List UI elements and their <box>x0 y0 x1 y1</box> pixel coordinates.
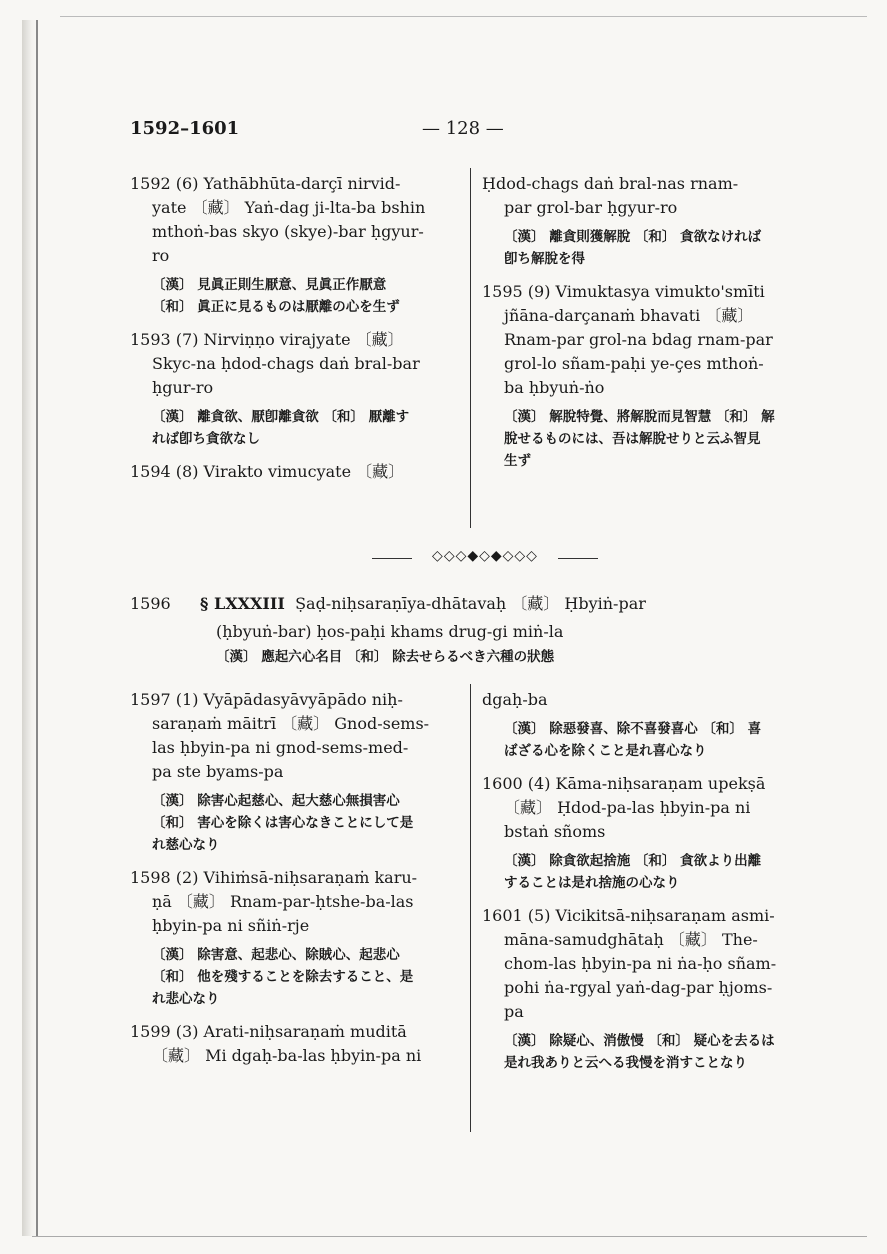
section-label: § LXXXIII <box>200 594 285 613</box>
entry-line: 1595 (9) Vimuktasya vimukto'smīti <box>482 282 765 301</box>
gloss-line: 〔漢〕 除害意、起悲心、除賊心、起悲心 <box>152 947 400 963</box>
right-column-top <box>482 172 812 482</box>
gloss-line: 〔漢〕 離貪則獲解脫 〔和〕 貪欲なければ <box>504 229 762 245</box>
section-ornament <box>410 548 560 564</box>
entry-line: saraṇaṁ māitrī 〔藏〕 Gnod-sems- <box>152 714 430 733</box>
gloss-line: 〔漢〕 解脫特覺、將解脫而見智慧 〔和〕 解 <box>504 409 775 425</box>
ornament-line-right <box>558 558 598 559</box>
entry-line: 1598 (2) Vihiṁsā-niḥsaraṇaṁ karu- <box>130 868 418 887</box>
dictionary-entry <box>482 772 812 894</box>
gloss-line: 卽ち解脫を得 <box>504 251 585 267</box>
column-divider-top <box>470 168 471 528</box>
page-number: — 128 — <box>422 118 504 139</box>
entry-gloss <box>130 406 460 450</box>
entry-line: 1597 (1) Vyāpādasyāvyāpādo niḥ- <box>130 690 403 709</box>
entry-gloss <box>130 944 460 1010</box>
dictionary-entry <box>482 688 812 762</box>
section-heading <box>130 590 830 668</box>
entry-line: yate 〔藏〕 Yaṅ-dag ji-lta-ba bshin <box>152 198 426 217</box>
section-title-line1: Ṣaḍ-niḥsaraṇīya-dhātavaḥ 〔藏〕 Ḥbyiṅ-par <box>295 594 646 613</box>
dictionary-entry <box>482 172 812 270</box>
section-title-line2: (ḥbyuṅ-bar) ḥos-paḥi khams drug-gi miṅ-la <box>216 622 564 641</box>
dictionary-entry <box>130 460 460 484</box>
column-divider-bottom <box>470 684 471 1132</box>
gloss-line: 脫せるものには、吾は解脫せりと云ふ智見 <box>504 431 761 447</box>
entry-line: 〔藏〕 Ḥdod-pa-las ḥbyin-pa ni <box>504 798 751 817</box>
dictionary-entry <box>130 172 460 318</box>
dictionary-entry <box>130 1020 460 1068</box>
entry-gloss <box>482 1030 812 1074</box>
gloss-line: 〔和〕 眞正に見るものは厭離の心を生ず <box>152 299 400 315</box>
gloss-line: 〔漢〕 除疑心、消傲慢 〔和〕 疑心を去るは <box>504 1033 775 1049</box>
page-header <box>130 118 830 142</box>
entry-line: 1599 (3) Arati-niḥsaraṇaṁ muditā <box>130 1022 407 1041</box>
entry-line: par grol-bar ḥgyur-ro <box>504 198 678 217</box>
entry-line: pa ste byams-pa <box>152 762 284 781</box>
entry-line: ṇā 〔藏〕 Rnam-par-ḥtshe-ba-las <box>152 892 414 911</box>
left-column-bottom <box>130 688 460 1078</box>
entry-line: bstaṅ sñoms <box>504 822 606 841</box>
entry-line: ḥbyin-pa ni sñiṅ-rje <box>152 916 310 935</box>
gloss-line: 〔漢〕 見眞正則生厭意、見眞正作厭意 <box>152 277 387 293</box>
gloss-line: 〔和〕 害心を除くは害心なきことにして是 <box>152 815 414 831</box>
entry-gloss <box>130 274 460 318</box>
entry-line: pa <box>504 1002 524 1021</box>
gloss-line: 是れ我ありと云へる我慢を消すことなり <box>504 1055 747 1071</box>
dictionary-entry <box>482 280 812 472</box>
entry-range: 1592–1601 <box>130 118 240 139</box>
entry-line: Skyc-na ḥdod-chags daṅ bral-bar <box>152 354 420 373</box>
entry-line: ba ḥbyuṅ-ṅo <box>504 378 605 397</box>
entry-line: grol-lo sñam-paḥi ye-çes mthoṅ- <box>504 354 764 373</box>
gloss-line: 〔漢〕 除惡發喜、除不喜發喜心 〔和〕 喜 <box>504 721 762 737</box>
dictionary-entry <box>130 688 460 856</box>
entry-line: pohi ṅa-rgyal yaṅ-dag-par ḥjoms- <box>504 978 773 997</box>
bottom-rule <box>32 1236 867 1237</box>
entry-line: Rnam-par grol-na bdag rnam-par <box>504 330 773 349</box>
entry-line: 1600 (4) Kāma-niḥsaraṇam upekṣā <box>482 774 766 793</box>
gloss-line: ばざる心を除くこと是れ喜心なり <box>504 743 707 759</box>
entry-gloss <box>130 790 460 856</box>
gloss-line: することは是れ捨施の心なり <box>504 875 680 891</box>
entry-line: chom-las ḥbyin-pa ni ṅa-ḥo sñam- <box>504 954 777 973</box>
entry-gloss <box>482 718 812 762</box>
spine-line <box>36 20 38 1236</box>
entry-line: 1593 (7) Nirviṇṇo virajyate 〔藏〕 <box>130 330 404 349</box>
ornament-glyphs: ◇◇◇◆◇◆◇◇◇ <box>432 548 538 564</box>
entry-line: Ḥdod-chags daṅ bral-nas rnam- <box>482 174 739 193</box>
dictionary-entry <box>130 866 460 1010</box>
section-gloss: 〔漢〕 應起六心名目 〔和〕 除去せらるべき六種の狀態 <box>216 649 555 665</box>
entry-line: 1594 (8) Virakto vimucyate 〔藏〕 <box>130 462 405 481</box>
entry-line: mthoṅ-bas skyo (skye)-bar ḥgyur- <box>152 222 424 241</box>
entry-line: dgaḥ-ba <box>482 690 548 709</box>
entry-gloss <box>482 226 812 270</box>
entry-line: jñāna-darçanaṁ bhavati 〔藏〕 <box>504 306 754 325</box>
gloss-line: 生ず <box>504 453 531 469</box>
entry-line: 1601 (5) Vicikitsā-niḥsaraṇam asmi- <box>482 906 775 925</box>
dictionary-entry <box>482 904 812 1074</box>
gloss-line: れ悲心なり <box>152 991 220 1007</box>
right-column-bottom <box>482 688 812 1084</box>
gloss-line: 〔漢〕 除害心起慈心、起大慈心無損害心 <box>152 793 400 809</box>
ornament-line-left <box>372 558 412 559</box>
entry-gloss <box>482 850 812 894</box>
entry-line: ro <box>152 246 170 265</box>
dictionary-entry <box>130 328 460 450</box>
gloss-line: 〔漢〕 除貪欲起捨施 〔和〕 貪欲より出離 <box>504 853 762 869</box>
gloss-line: れば卽ち貪欲なし <box>152 431 260 447</box>
entry-line: las ḥbyin-pa ni gnod-sems-med- <box>152 738 409 757</box>
entry-line: māna-samudghātaḥ 〔藏〕 The- <box>504 930 758 949</box>
top-rule <box>60 16 867 17</box>
left-column-top <box>130 172 460 494</box>
entry-gloss <box>482 406 812 472</box>
entry-line: 1592 (6) Yathābhūta-darçī nirvid- <box>130 174 401 193</box>
entry-line: ḥgur-ro <box>152 378 214 397</box>
entry-line: 〔藏〕 Mi dgaḥ-ba-las ḥbyin-pa ni <box>152 1046 422 1065</box>
gloss-line: れ慈心なり <box>152 837 220 853</box>
gloss-line: 〔漢〕 離貪欲、厭卽離貪欲 〔和〕 厭離す <box>152 409 410 425</box>
section-number: 1596 <box>130 594 171 613</box>
gloss-line: 〔和〕 他を殘することを除去すること、是 <box>152 969 414 985</box>
